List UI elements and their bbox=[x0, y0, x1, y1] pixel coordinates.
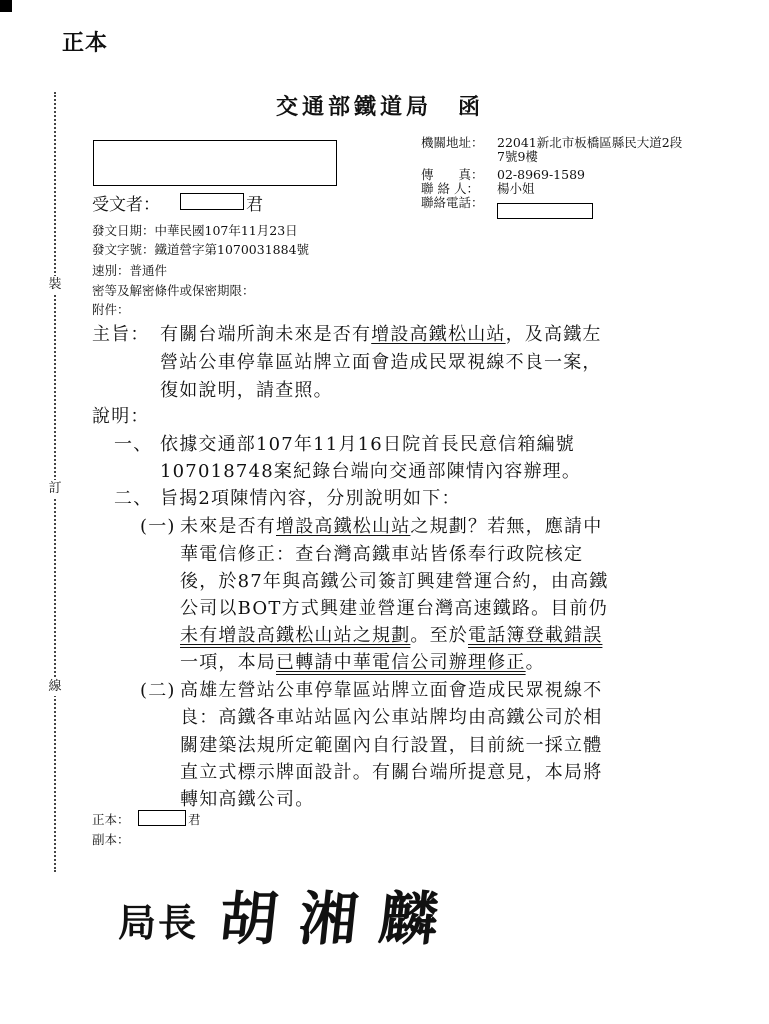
subject-label: 主旨： bbox=[92, 324, 150, 345]
sub-1-number: (一) bbox=[140, 516, 176, 537]
sub-1-line-6-underlined: 已轉請中華電信公司辦理修正 bbox=[276, 652, 526, 673]
address-label: 機關地址： bbox=[421, 135, 484, 150]
sub-1-line-6 bbox=[180, 648, 545, 674]
sub-1-line-6-a: 一項，本局 bbox=[180, 652, 276, 673]
sub-1-line-1-b: 之規劃？若無，應請中 bbox=[410, 516, 603, 537]
redacted-address-box bbox=[93, 140, 337, 186]
sub-2-line-4: 直立式標示牌面設計。有關台端所提意見，本局將 bbox=[180, 762, 603, 783]
sub-1-line-6-b: 。 bbox=[525, 652, 545, 673]
item-2-number: 二、 bbox=[114, 488, 153, 509]
subject-line-1-b: ，及高鐵左 bbox=[505, 324, 602, 345]
item-1-number: 一、 bbox=[114, 434, 153, 455]
delivery-speed: 速別：普通件 bbox=[92, 263, 168, 278]
redacted-original-copy-box bbox=[138, 810, 186, 826]
binding-mark-2: 訂 bbox=[46, 480, 64, 498]
sub-2-number: (二) bbox=[140, 680, 176, 701]
sub-1-line-1-a: 未來是否有 bbox=[180, 516, 276, 537]
copy-type-label: 正本 bbox=[62, 30, 109, 56]
explanation-label: 說明： bbox=[92, 406, 150, 427]
issue-number: 發文字號：鐵道營字第1070031884號 bbox=[92, 242, 310, 257]
subject-line-1 bbox=[160, 320, 602, 346]
binding-mark-3: 線 bbox=[46, 678, 64, 696]
secrecy-level: 密等及解密條件或保密期限： bbox=[92, 283, 255, 298]
binding-mark-1: 裝 bbox=[46, 276, 64, 294]
sub-1-line-5-b: 。至於 bbox=[410, 625, 469, 646]
sub-1-line-2: 華電信修正：查台灣高鐵車站皆係奉行政院核定 bbox=[180, 544, 584, 565]
contact-label: 聯 絡 人： bbox=[421, 181, 479, 196]
item-1-line-2: 107018748案紀錄台端向交通部陳情內容辦理。 bbox=[160, 461, 582, 482]
sub-1-line-3: 後，於87年與高鐵公司簽訂興建營運合約，由高鐵 bbox=[180, 571, 609, 592]
sub-1-line-1-underlined: 增設高鐵松山站 bbox=[276, 516, 411, 537]
sub-1-line-5-underlined: 未有增設高鐵松山站之規劃 bbox=[180, 625, 411, 646]
sub-2-line-3: 關建築法規所定範圍內自行設置，目前統一採立體 bbox=[180, 735, 603, 756]
address-line-2: 7號9樓 bbox=[497, 149, 538, 164]
duplicate-copy-label: 副本： bbox=[92, 832, 130, 847]
signature-name: 胡湘麟 bbox=[215, 885, 464, 953]
redacted-phone-box bbox=[497, 203, 593, 219]
sub-1-line-1 bbox=[180, 512, 602, 538]
subject-line-1-a: 有關台端所詢未來是否有 bbox=[160, 324, 372, 345]
sub-2-line-2: 良：高鐵各車站站區內公車站牌均由高鐵公司於相 bbox=[180, 707, 603, 728]
sub-2-line-1: 高雄左營站公車停靠區站牌立面會造成民眾視線不 bbox=[180, 680, 603, 701]
original-copy-suffix: 君 bbox=[188, 812, 201, 827]
sub-1-line-5-underlined-2: 電話簿登載錯誤 bbox=[468, 625, 603, 646]
sub-1-line-4: 公司以BOT方式興建並營運台灣高速鐵路。目前仍 bbox=[180, 598, 608, 619]
subject-line-1-underlined: 增設高鐵松山站 bbox=[371, 324, 506, 345]
fax-value: 02-8969-1589 bbox=[497, 167, 585, 182]
signature-title: 局長 bbox=[118, 900, 199, 945]
fax-label: 傳 真： bbox=[421, 167, 484, 182]
issue-date: 發文日期：中華民國107年11月23日 bbox=[92, 223, 298, 238]
document-title: 交通部鐵道局 函 bbox=[276, 94, 485, 120]
sub-1-line-5 bbox=[180, 621, 602, 647]
attachment: 附件： bbox=[92, 302, 130, 317]
redacted-recipient-box bbox=[180, 193, 244, 210]
recipient-label: 受文者： bbox=[92, 195, 160, 215]
phone-label: 聯絡電話： bbox=[421, 195, 484, 210]
item-1-line-1: 依據交通部107年11月16日院首長民意信箱編號 bbox=[160, 434, 575, 455]
address-line-1: 22041新北市板橋區縣民大道2段 bbox=[497, 135, 683, 150]
scan-corner-mark bbox=[0, 0, 12, 12]
contact-value: 楊小姐 bbox=[497, 181, 535, 196]
subject-line-3: 復如說明，請查照。 bbox=[160, 380, 333, 401]
recipient-suffix: 君 bbox=[246, 195, 263, 215]
item-2-line-1: 旨揭2項陳情內容，分別說明如下： bbox=[160, 488, 461, 509]
sub-2-line-5: 轉知高鐵公司。 bbox=[180, 789, 315, 810]
original-copy-label: 正本： bbox=[92, 812, 130, 827]
subject-line-2: 營站公車停靠區站牌立面會造成民眾視線不良一案， bbox=[160, 352, 602, 373]
